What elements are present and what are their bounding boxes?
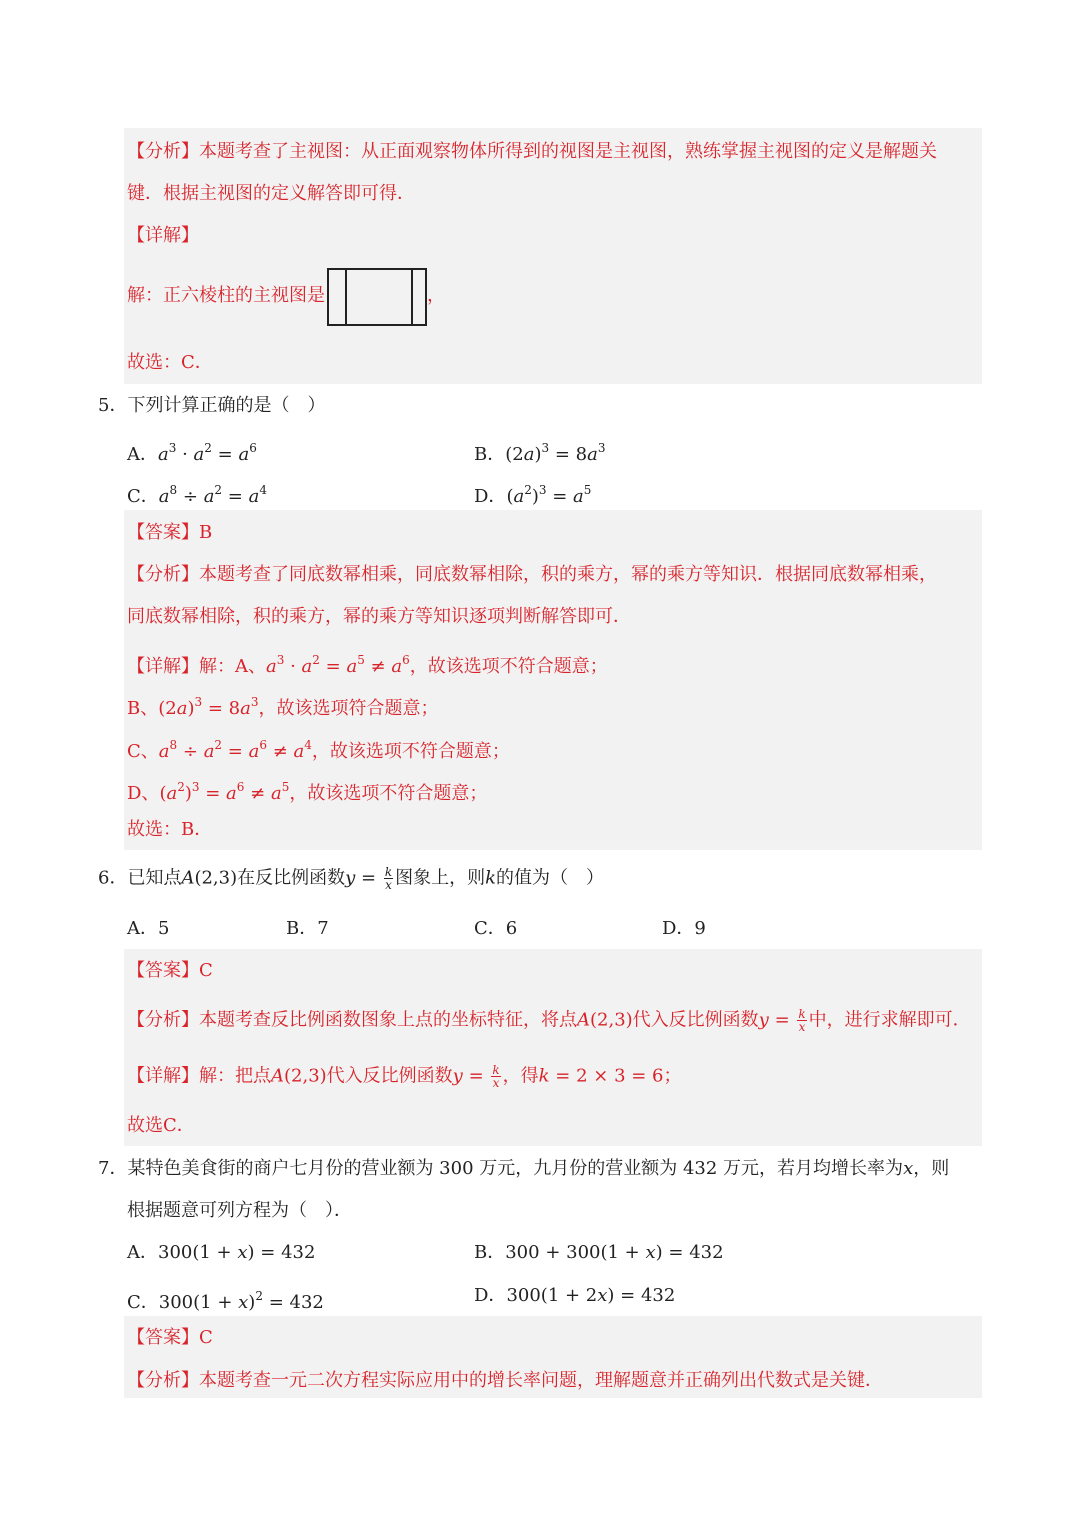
q6-option-a: A．5 [127, 918, 170, 939]
q6-select: 故选C． [127, 1115, 195, 1136]
q5-stem: 5．下列计算正确的是（ ） [98, 395, 326, 416]
q7-stem-line-1: 7．某特色美食街的商户七月份的营业额为 300 万元，九月份的营业额为 432 万元，若月均增长率为x，则 [98, 1158, 950, 1179]
q6-answer-box [124, 949, 982, 1146]
q6-option-d: D．9 [662, 918, 706, 939]
q7-option-c: C．$300(1 + x)^2 = 432$ [127, 1289, 324, 1313]
q5-option-c: C．$a^8 \div a^2 = a^4$ [127, 483, 267, 507]
q7-option-b: B．300 + 300(1 + x) = 432 [474, 1242, 724, 1263]
q4-select: 故选：C． [127, 352, 213, 373]
q6-stem: 6．已知点A(2,3)在反比例函数y = $\frac{k}{x}$ 图象上，则k的值为（ ） [98, 865, 605, 892]
q6-answer: 【答案】C [127, 960, 213, 981]
q6-option-c: C．6 [474, 918, 518, 939]
q7-option-a: A．300(1 + x) = 432 [127, 1242, 316, 1263]
q6-detail: 【详解】解：把点A(2,3)代入反比例函数y = $\frac{k}{x}$ ，得k = 2 × 3 = 6； [127, 1063, 682, 1090]
q5-detail-b: B、$(2a)^3 = 8a^3$，故该选项符合题意； [127, 695, 439, 719]
q5-option-d: D．$(a^2)^3 = a^5$ [474, 483, 592, 507]
q7-option-d: D．300(1 + 2x) = 432 [474, 1285, 676, 1306]
q5-option-b: B．$(2a)^3 = 8a^3$ [474, 441, 606, 465]
q5-detail-a: 【详解】解：A、$a^3 \cdot a^2 = a^5 \ne a^6$，故该选项不符合题意； [127, 653, 608, 677]
q5-analysis-line-1: 【分析】本题考查了同底数幂相乘，同底数幂相除，积的乘方，幂的乘方等知识．根据同底数幂相乘， [127, 564, 937, 585]
q4-answer-box [124, 128, 982, 384]
q5-answer: 【答案】B [127, 522, 213, 543]
q4-solution-suffix: ， [427, 285, 445, 306]
front-view-figure [327, 268, 427, 326]
q4-solution [127, 266, 445, 326]
q4-detail-label: 【详解】 [127, 225, 199, 246]
q4-analysis-line-2: 键．根据主视图的定义解答即可得． [127, 183, 415, 204]
q4-solution-prefix: 解：正六棱柱的主视图是 [127, 285, 325, 306]
q7-analysis: 【分析】本题考查一元二次方程实际应用中的增长率问题，理解题意并正确列出代数式是关键． [127, 1370, 883, 1391]
q5-option-a: A．$a^3 \cdot a^2 = a^6$ [127, 441, 257, 465]
q5-analysis-line-2: 同底数幂相除，积的乘方，幂的乘方等知识逐项判断解答即可． [127, 606, 631, 627]
q4-analysis-line-1: 【分析】本题考查了主视图：从正面观察物体所得到的视图是主视图，熟练掌握主视图的定义是解题关 [127, 141, 937, 162]
q6-option-b: B．7 [286, 918, 329, 939]
q7-stem-line-2: 根据题意可列方程为（ ）． [127, 1200, 352, 1221]
q5-detail-d: D、$(a^2)^3 = a^6 \ne a^5$，故该选项不符合题意； [127, 780, 488, 804]
q5-detail-c: C、$a^8 \div a^2 = a^6 \ne a^4$，故该选项不符合题意； [127, 738, 510, 762]
q7-answer: 【答案】C [127, 1327, 213, 1348]
q6-analysis: 【分析】本题考查反比例函数图象上点的坐标特征，将点A(2,3)代入反比例函数y = $\frac{k}{x}$ 中，进行求解即可． [127, 1007, 971, 1034]
q5-select: 故选：B． [127, 819, 213, 840]
